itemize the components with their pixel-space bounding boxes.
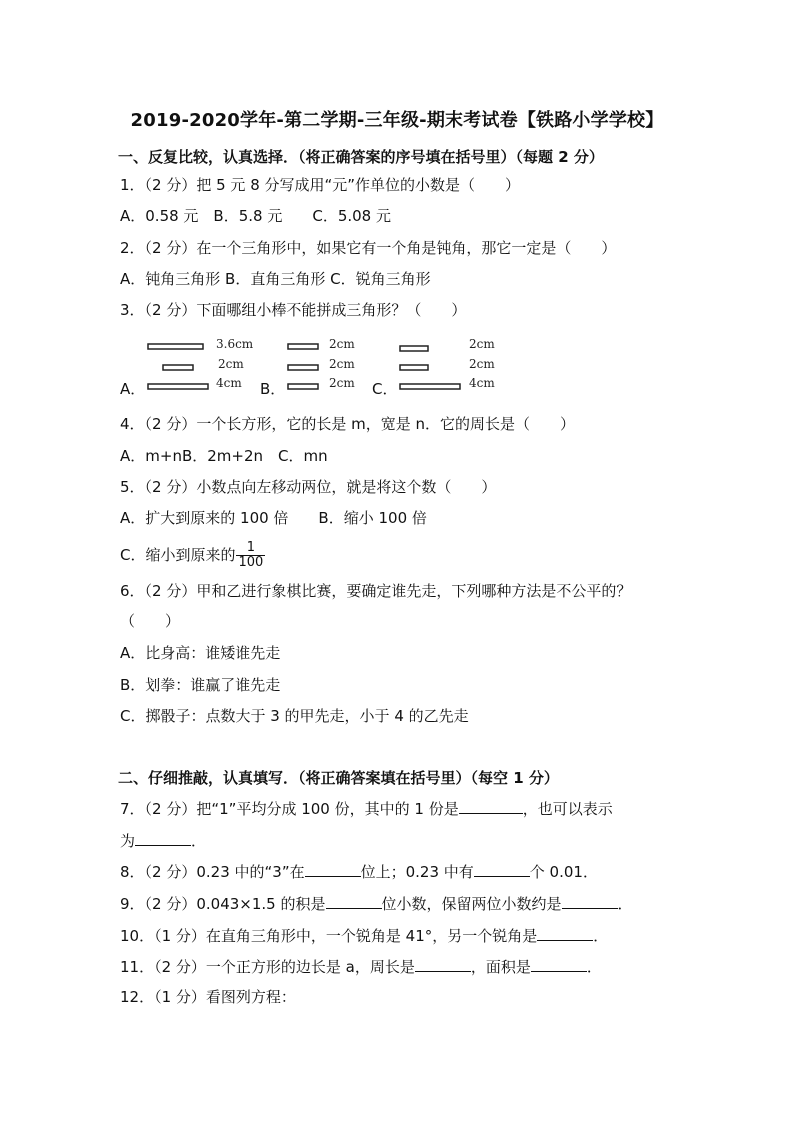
q5-options-ab: A．扩大到原来的 100 倍 B．缩小 100 倍 xyxy=(120,509,427,527)
q11-blank-2 xyxy=(531,956,587,972)
stick-c2-label: 2cm xyxy=(469,357,495,371)
q11-part3: ． xyxy=(586,958,602,976)
q8-blank-2 xyxy=(474,861,530,877)
q5-stem: 5．（2 分）小数点向左移动两位，就是将这个数（ ） xyxy=(120,478,497,496)
stick-b3-label: 2cm xyxy=(329,376,355,390)
q12-stem: 12．（1 分）看图列方程： xyxy=(120,988,296,1006)
q5-option-c-text: C．缩小到原来的 xyxy=(120,546,236,564)
q8-part2: 位上；0.23 中有 xyxy=(360,863,474,881)
q7-line2 xyxy=(120,830,206,851)
stick-a1 xyxy=(148,344,203,349)
q7-part1: 7．（2 分）把“1”平均分成 100 份，其中的 1 份是 xyxy=(120,800,459,818)
q9-part2: 位小数，保留两位小数约是 xyxy=(381,895,562,913)
q2-stem: 2．（2 分）在一个三角形中，如果它有一个角是钝角，那它一定是（ ） xyxy=(120,239,617,257)
exam-title: 2019-2020学年-第二学期-三年级-期末考试卷【铁路小学学校】 xyxy=(130,110,664,131)
q5-option-c xyxy=(120,541,265,570)
q10-part2: ． xyxy=(593,927,609,945)
q8-part3: 个 0.01． xyxy=(529,863,598,881)
q10-line xyxy=(120,925,608,946)
q7-blank-2 xyxy=(135,830,191,846)
q9-line xyxy=(120,893,633,914)
stick-b2-label: 2cm xyxy=(329,357,355,371)
q2-options: A．钝角三角形 B．直角三角形 C．锐角三角形 xyxy=(120,270,431,288)
q1-stem: 1．（2 分）把 5 元 8 分写成用“元”作单位的小数是（ ） xyxy=(120,176,521,194)
q3-option-c-label: C． xyxy=(372,380,398,398)
q6-option-b: B．划拳：谁赢了谁先走 xyxy=(120,676,281,694)
stick-c1-label: 2cm xyxy=(469,337,495,351)
stick-c3 xyxy=(400,384,460,389)
q3-option-a-label: A． xyxy=(120,380,146,398)
q9-part3: ． xyxy=(617,895,633,913)
stick-a1-label: 3.6cm xyxy=(216,337,254,351)
stick-a3 xyxy=(148,384,208,389)
q9-part1: 9．（2 分）0.043×1.5 的积是 xyxy=(120,895,326,913)
q11-part1: 11．（2 分）一个正方形的边长是 a，周长是 xyxy=(120,958,415,976)
q8-line xyxy=(120,861,598,882)
stick-a2-label: 2cm xyxy=(218,357,244,371)
q3-option-b-label: B． xyxy=(260,380,286,398)
q6-stem: 6．（2 分）甲和乙进行象棋比赛，要确定谁先走，下列哪种方法是不公平的？ xyxy=(120,582,632,600)
section-1-heading: 一、反复比较，认真选择．（将正确答案的序号填在括号里）（每题 2 分） xyxy=(118,148,604,166)
fraction-numerator: 1 xyxy=(236,541,265,556)
section-2-heading: 二、仔细推敲，认真填写．（将正确答案填在括号里）（每空 1 分） xyxy=(118,769,559,787)
stick-a3-label: 4cm xyxy=(216,376,242,390)
stick-b2 xyxy=(288,365,318,370)
q7-blank-1 xyxy=(459,798,523,814)
stick-c1 xyxy=(400,346,428,351)
q4-options: A．m+nB．2m+2n C．mn xyxy=(120,447,328,465)
q4-stem: 4．（2 分）一个长方形，它的长是 m，宽是 n．它的周长是（ ） xyxy=(120,415,576,433)
q6-option-a: A．比身高：谁矮谁先走 xyxy=(120,644,281,662)
q9-blank-1 xyxy=(326,893,382,909)
stick-a2 xyxy=(163,365,193,370)
q7-part4: ． xyxy=(191,832,207,850)
q7-line1 xyxy=(120,798,613,819)
q6-paren: （ ） xyxy=(120,612,181,630)
q7-part3: 为 xyxy=(120,832,136,850)
fraction-one-hundredth xyxy=(236,541,265,570)
q8-blank-1 xyxy=(305,861,361,877)
stick-b1 xyxy=(288,344,318,349)
q11-blank-1 xyxy=(415,956,471,972)
q9-blank-2 xyxy=(562,893,618,909)
q10-blank xyxy=(537,925,593,941)
stick-c2 xyxy=(400,365,428,370)
q10-part1: 10．（1 分）在直角三角形中，一个锐角是 41°，另一个锐角是 xyxy=(120,927,538,945)
q1-options: A．0.58 元 B．5.8 元 C．5.08 元 xyxy=(120,207,391,225)
q8-part1: 8．（2 分）0.23 中的“3”在 xyxy=(120,863,305,881)
stick-b3 xyxy=(288,384,318,389)
q7-part2: ，也可以表示 xyxy=(522,800,613,818)
q11-part2: ，面积是 xyxy=(470,958,531,976)
q6-option-c: C．掷骰子：点数大于 3 的甲先走，小于 4 的乙先走 xyxy=(120,707,469,725)
q3-sticks-figure xyxy=(120,336,520,398)
q11-line xyxy=(120,956,602,977)
fraction-denominator: 100 xyxy=(238,555,264,570)
stick-b1-label: 2cm xyxy=(329,337,355,351)
stick-c3-label: 4cm xyxy=(469,376,495,390)
q3-stem: 3．（2 分）下面哪组小棒不能拼成三角形？（ ） xyxy=(120,301,467,319)
